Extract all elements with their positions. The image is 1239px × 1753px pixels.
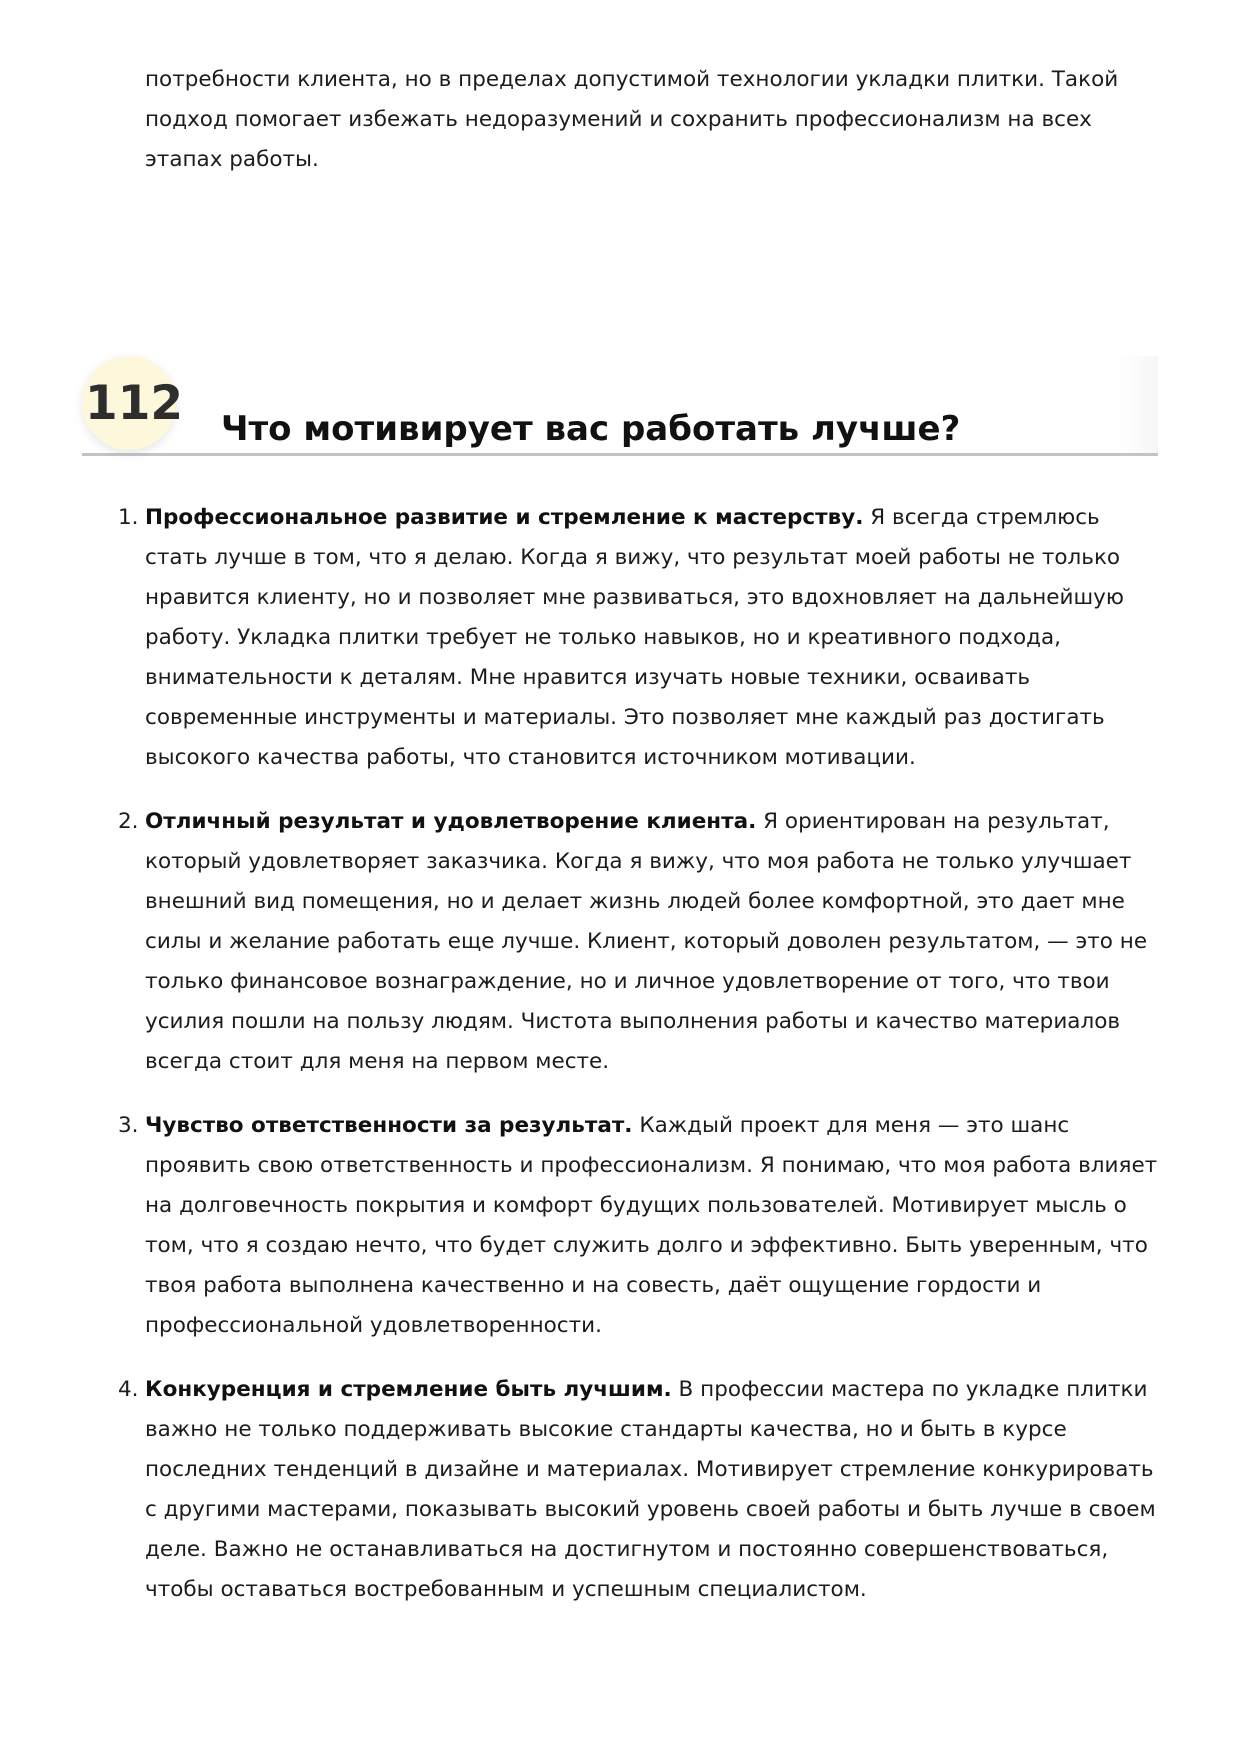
answer-list	[118, 498, 1165, 1634]
answer-item	[118, 802, 1165, 1082]
answer-text: Я всегда стремлюсь стать лучше в том, что я делаю. Когда я вижу, что результат моей работы не только нравится клиенту, но и позволяет мне развиваться, это вдохновляет на дальнейшую работу. Укладка плитки требует не только навыков, но и креативного подхода, внимательности к деталям. Мне нравится изучать новые техники, осваивать современные инструменты и материалы. Это позволяет мне каждый раз достигать высокого качества работы, что становится источником мотивации.	[145, 505, 1124, 770]
answer-text: В профессии мастера по укладке плитки важно не только поддерживать высокие стандарты качества, но и быть в курсе последних тенденций в дизайне и материалах. Мотивирует стремление конкурировать с другими мастерами, показывать высокий уровень своей работы и быть лучше в своем деле. Важно не останавливаться на достигнутом и постоянно совершенствоваться, чтобы оставаться востребованным и успешным специалистом.	[145, 1377, 1156, 1602]
answer-text: Каждый проект для меня — это шанс проявить свою ответственность и профессионализм. Я понимаю, что моя работа влияет на долговечность покрытия и комфорт будущих пользователей. Мотивирует мысль о том, что я создаю нечто, что будет служить долго и эффективно. Быть уверенным, что твоя работа выполнена качественно и на совесть, даёт ощущение гордости и профессиональной удовлетворенности.	[145, 1113, 1158, 1338]
question-header	[82, 356, 1158, 456]
answer-number: 1.	[118, 505, 139, 530]
answer-number: 3.	[118, 1113, 139, 1138]
answer-item	[118, 498, 1165, 778]
intro-paragraph: потребности клиента, но в пределах допустимой технологии укладки плитки. Такой подход помогает избежать недоразумений и сохранить профессионализм на всех этапах работы.	[145, 67, 1119, 172]
answer-heading: Отличный результат и удовлетворение клиента.	[145, 809, 757, 834]
answer-item	[118, 1370, 1165, 1610]
answer-item	[118, 1106, 1165, 1346]
answer-heading: Чувство ответственности за результат.	[145, 1113, 633, 1138]
answer-heading: Конкуренция и стремление быть лучшим.	[145, 1377, 672, 1402]
answer-text: Я ориентирован на результат, который удовлетворяет заказчика. Когда я вижу, что моя работа не только улучшает внешний вид помещения, но и делает жизнь людей более комфортной, это дает мне силы и желание работать еще лучше. Клиент, который доволен результатом, — это не только финансовое вознаграждение, но и личное удовлетворение от того, что твои усилия пошли на пользу людям. Чистота выполнения работы и качество материалов всегда стоит для меня на первом месте.	[145, 809, 1148, 1074]
question-number: 112	[85, 376, 184, 431]
question-title: Что мотивирует вас работать лучше?	[221, 409, 961, 450]
answer-number: 4.	[118, 1377, 139, 1402]
answer-heading: Профессиональное развитие и стремление к мастерству.	[145, 505, 864, 530]
answer-number: 2.	[118, 809, 139, 834]
